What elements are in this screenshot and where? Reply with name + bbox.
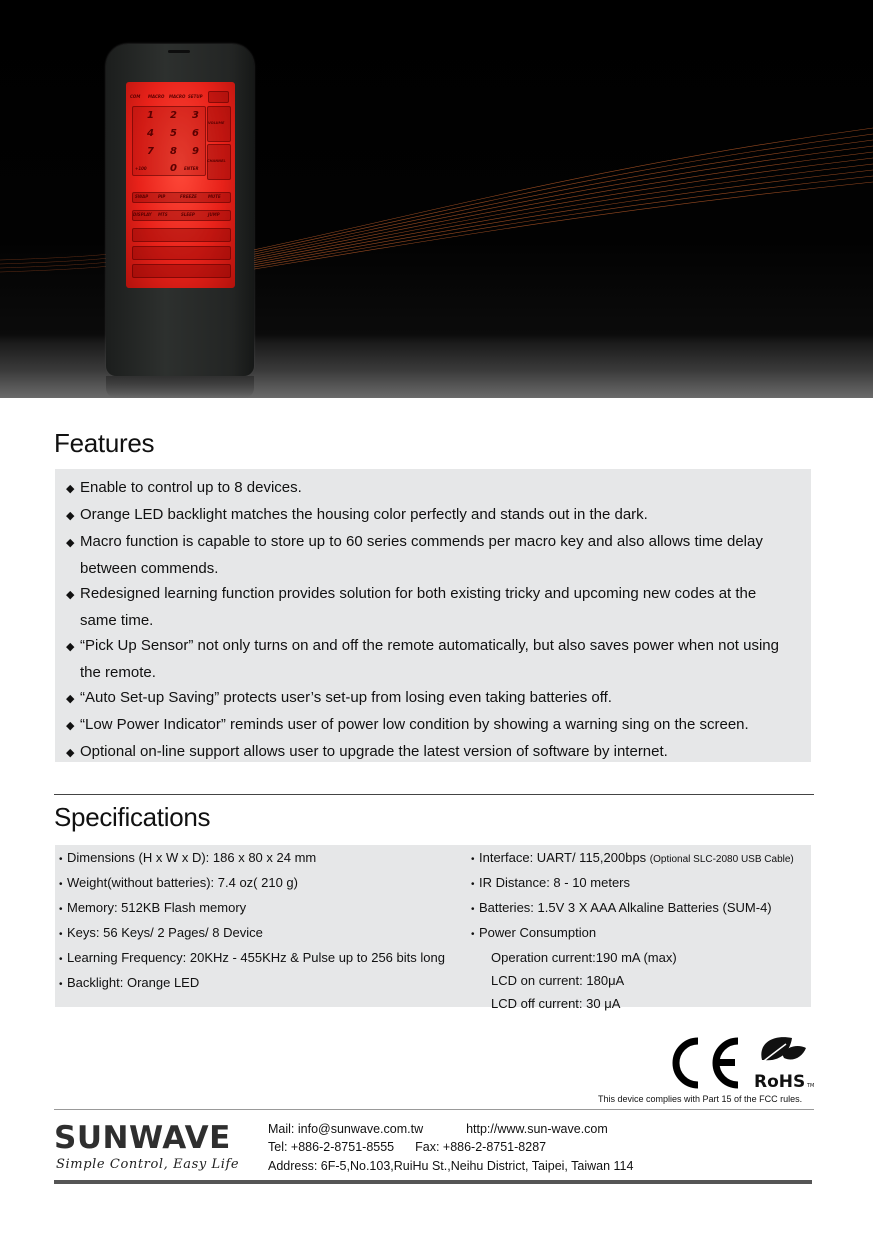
diamond-bullet-icon: ◆	[66, 747, 75, 759]
dot-bullet-icon: •	[59, 979, 63, 990]
company-slogan: Simple Control, Easy Life	[56, 1157, 240, 1172]
spec-item: • Learning Frequency: 20KHz - 455KHz & Pulse up to 256 bits long	[59, 946, 445, 971]
rohs-tm: TM	[807, 1083, 814, 1089]
dot-bullet-icon: •	[471, 929, 475, 940]
feature-item: ◆ “Pick Up Sensor” not only turns on and off the remote automatically, but also saves power when not using the remote.	[66, 637, 779, 681]
digit-3: 3	[192, 110, 199, 121]
dot-bullet-icon: •	[59, 879, 63, 890]
dot-bullet-icon: •	[59, 929, 63, 940]
power-line: LCD off current: 30 μA	[491, 996, 621, 1011]
interface-note: (Optional SLC-2080 USB Cable)	[649, 854, 794, 865]
feature-item: ◆ Orange LED backlight matches the housing color perfectly and stands out in the dark.	[61, 502, 795, 529]
spec-column-left	[59, 846, 445, 996]
digit-1: 1	[147, 110, 154, 121]
contact-line-1	[268, 1122, 608, 1136]
remote-reflection	[106, 376, 254, 398]
feature-item: ◆ Optional on-line support allows user to upgrade the latest version of software by internet.	[61, 739, 795, 766]
digit-4: 4	[147, 128, 154, 139]
contact-tel: Tel: +886-2-8751-8555	[268, 1140, 395, 1154]
diamond-bullet-icon: ◆	[66, 641, 75, 653]
digit-9: 9	[192, 146, 199, 157]
remote-screen	[126, 82, 235, 288]
feature-item: ◆ Redesigned learning function provides solution for both existing tricky and upcoming new codes at the same time.	[66, 585, 757, 629]
contact-mail[interactable]: Mail: info@sunwave.com.tw	[268, 1122, 424, 1136]
contact-line-2	[268, 1140, 546, 1154]
dot-bullet-icon: •	[59, 854, 63, 865]
dot-bullet-icon: •	[471, 904, 475, 915]
diamond-bullet-icon: ◆	[66, 720, 75, 732]
key-pip: PIP	[158, 194, 166, 199]
power-line: Operation current:190 mA (max)	[491, 950, 677, 965]
power-line: LCD on current: 180μA	[491, 973, 625, 988]
rohs-mark	[752, 1030, 814, 1095]
label-macro-2: MACRO	[169, 94, 186, 99]
dot-bullet-icon: •	[471, 879, 475, 890]
features-heading: Features	[54, 428, 155, 458]
dot-bullet-icon: •	[59, 904, 63, 915]
feature-item: ◆ Macro function is capable to store up to 60 series commends per macro key and also allows time delay between commends.	[66, 533, 763, 577]
key-mts: MTS	[158, 212, 168, 217]
dot-bullet-icon: •	[59, 954, 63, 965]
transport-row-3	[132, 264, 231, 278]
spec-item: • Weight(without batteries): 7.4 oz( 210 g)	[59, 871, 445, 896]
key-jump: JUMP	[208, 212, 220, 217]
spec-item: • Interface: UART/ 115,200bps (Optional SLC-2080 USB Cable)	[471, 846, 794, 871]
volume-label: VOLUME	[208, 121, 225, 125]
key-freeze: FREEZE	[180, 194, 197, 199]
rohs-text: RoHS	[754, 1072, 806, 1090]
product-photo	[0, 0, 873, 398]
key-mute: MUTE	[208, 194, 221, 199]
footer-bar	[54, 1180, 812, 1184]
specifications-heading: Specifications	[54, 802, 211, 832]
feature-item: ◆ “Auto Set-up Saving” protects user’s set-up from losing even taking batteries off.	[61, 685, 795, 712]
spec-item: • Memory: 512KB Flash memory	[59, 896, 445, 921]
key-sleep: SLEEP	[181, 212, 195, 217]
specifications-panel	[55, 845, 811, 1011]
company-logo: SUNWAVE	[54, 1120, 231, 1156]
channel-label: CHANNEL	[207, 159, 226, 163]
spec-item: • Power Consumption	[471, 921, 794, 946]
spec-item: • Keys: 56 Keys/ 2 Pages/ 8 Device	[59, 921, 445, 946]
contact-web[interactable]: http://www.sun-wave.com	[466, 1122, 608, 1136]
spec-item: • Backlight: Orange LED	[59, 971, 445, 996]
digit-5: 5	[170, 128, 177, 139]
digit-8: 8	[170, 146, 177, 157]
diamond-bullet-icon: ◆	[66, 693, 75, 705]
spec-column-right	[471, 846, 794, 1015]
fcc-note: This device complies with Part 15 of the FCC rules.	[598, 1094, 803, 1104]
section-divider	[54, 794, 814, 795]
feature-item: ◆ Enable to control up to 8 devices.	[61, 475, 795, 502]
key-display: DISPLAY	[133, 212, 152, 217]
diamond-bullet-icon: ◆	[66, 483, 75, 495]
dot-bullet-icon: •	[471, 854, 475, 865]
features-list	[55, 475, 795, 766]
contact-address: Address: 6F-5,No.103,RuiHu St.,Neihu District, Taipei, Taiwan 114	[268, 1159, 634, 1173]
digit-enter: ENTER	[184, 166, 199, 171]
label-setup: SETUP	[188, 94, 203, 99]
power-key	[208, 91, 229, 103]
label-macro-1: MACRO	[148, 94, 165, 99]
spec-item: • Dimensions (H x W x D): 186 x 80 x 24 mm	[59, 846, 445, 871]
digit-2: 2	[170, 110, 177, 121]
diamond-bullet-icon: ◆	[66, 589, 75, 601]
diamond-bullet-icon: ◆	[66, 510, 75, 522]
digit-7: 7	[147, 146, 154, 157]
digit-plus100: +100	[135, 166, 147, 171]
ce-mark	[667, 1037, 741, 1094]
footer-divider	[54, 1109, 814, 1110]
transport-row-2	[132, 246, 231, 260]
features-panel	[55, 469, 811, 762]
transport-row-1	[132, 228, 231, 242]
ir-window	[168, 50, 190, 53]
feature-item: ◆ “Low Power Indicator” reminds user of power low condition by showing a warning sing on the screen.	[61, 712, 795, 739]
label-com: COM	[130, 94, 141, 99]
digit-0: 0	[170, 163, 177, 174]
spec-item: • IR Distance: 8 - 10 meters	[471, 871, 794, 896]
digit-6: 6	[192, 128, 199, 139]
contact-fax: Fax: +886-2-8751-8287	[415, 1140, 547, 1154]
key-swap: SWAP	[135, 194, 149, 199]
remote-control	[106, 44, 254, 376]
spec-item: • Batteries: 1.5V 3 X AAA Alkaline Batteries (SUM-4)	[471, 896, 794, 921]
diamond-bullet-icon: ◆	[66, 537, 75, 549]
